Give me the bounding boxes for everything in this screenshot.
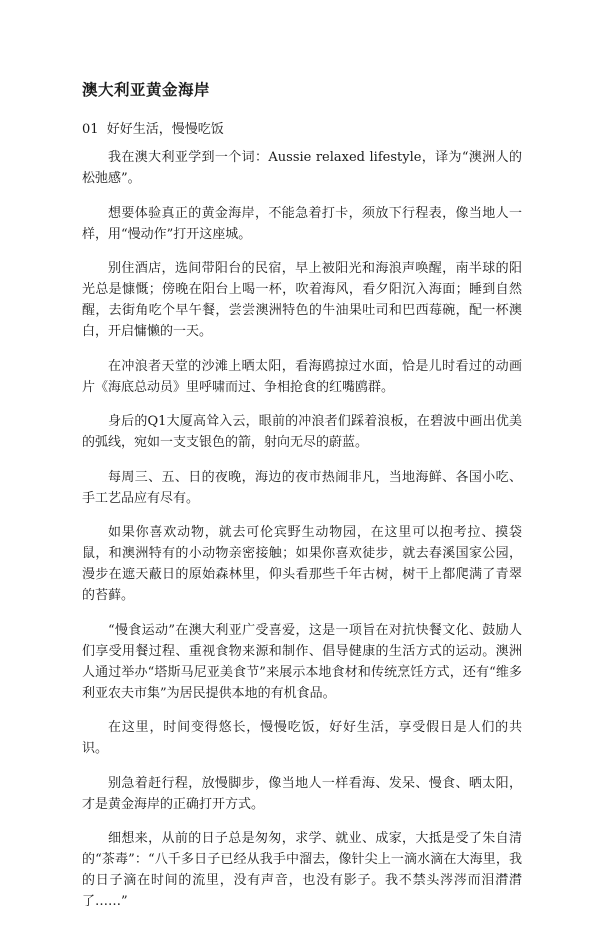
paragraph: 在这里，时间变得悠长，慢慢吃饭，好好生活，享受假日是人们的共识。 — [82, 720, 522, 756]
paragraph: 别急着赶行程，放慢脚步，像当地人一样看海、发呆、慢食、晒太阳，才是黄金海岸的正确打开方式。 — [82, 775, 522, 812]
paragraph: 每周三、五、日的夜晚，海边的夜市热闹非凡，当地海鲜、各国小吃、手工艺品应有尽有。 — [82, 469, 522, 506]
paragraph: 细想来，从前的日子总是匆匆，求学、就业、成家，大抵是受了朱自清的“茶毒”：“八千多日子已经从我手中溜去，像针尖上一滴水滴在大海里，我的日子滴在时间的流里，没有声音，也没有影子。我不禁头涔涔而泪潸潸了……” — [82, 831, 522, 909]
section-heading: 01 好好生活，慢慢吃饭 — [82, 122, 224, 137]
paragraph: 在冲浪者天堂的沙滩上晒太阳，看海鸥掠过水面，恰是儿时看过的动画片《海底总动员》里呼啸而过、争相抢食的红嘴鸥群。 — [82, 358, 522, 395]
paragraph: 想要体验真正的黄金海岸，不能急着打卡，须放下行程表，像当地人一样，用“慢动作”打开这座城。 — [82, 205, 522, 242]
article-body — [82, 147, 522, 926]
article-title: 澳大利亚黄金海岸 — [82, 81, 211, 99]
paragraph: 身后的Q1大厦高耸入云，眼前的冲浪者们踩着浪板，在碧波中画出优美的弧线，宛如一支支银色的箭，射向无尽的蔚蓝。 — [82, 414, 522, 450]
paragraph: 如果你喜欢动物，就去可伦宾野生动物园，在这里可以抱考拉、摸袋鼠，和澳洲特有的小动物亲密接触；如果你喜欢徒步，就去春溪国家公园，漫步在遮天蔽日的原始森林里，仰头看那些千年古树，树干上都爬满了青翠的苔藓。 — [82, 525, 522, 603]
paragraph: “慢食运动”在澳大利亚广受喜爱，这是一项旨在对抗快餐文化、鼓励人们享受用餐过程、重视食物来源和制作、倡导健康的生活方式的运动。澳洲人通过举办“塔斯马尼亚美食节”来展示本地食材和传统烹饪方式，还有“维多利亚农夫市集”为居民提供本地的有机食品。 — [82, 622, 522, 701]
paragraph: 别住酒店，选间带阳台的民宿，早上被阳光和海浪声唤醒，南半球的阳光总是慷慨；傍晚在阳台上喝一杯，吹着海风，看夕阳沉入海面；睡到自然醒，去街角吃个早午餐，尝尝澳洲特色的牛油果吐司和巴西莓碗，配一杯澳白，开启慵懒的一天。 — [82, 261, 522, 339]
paragraph: 我在澳大利亚学到一个词：Aussie relaxed lifestyle，译为“澳洲人的松弛感”。 — [82, 150, 522, 186]
